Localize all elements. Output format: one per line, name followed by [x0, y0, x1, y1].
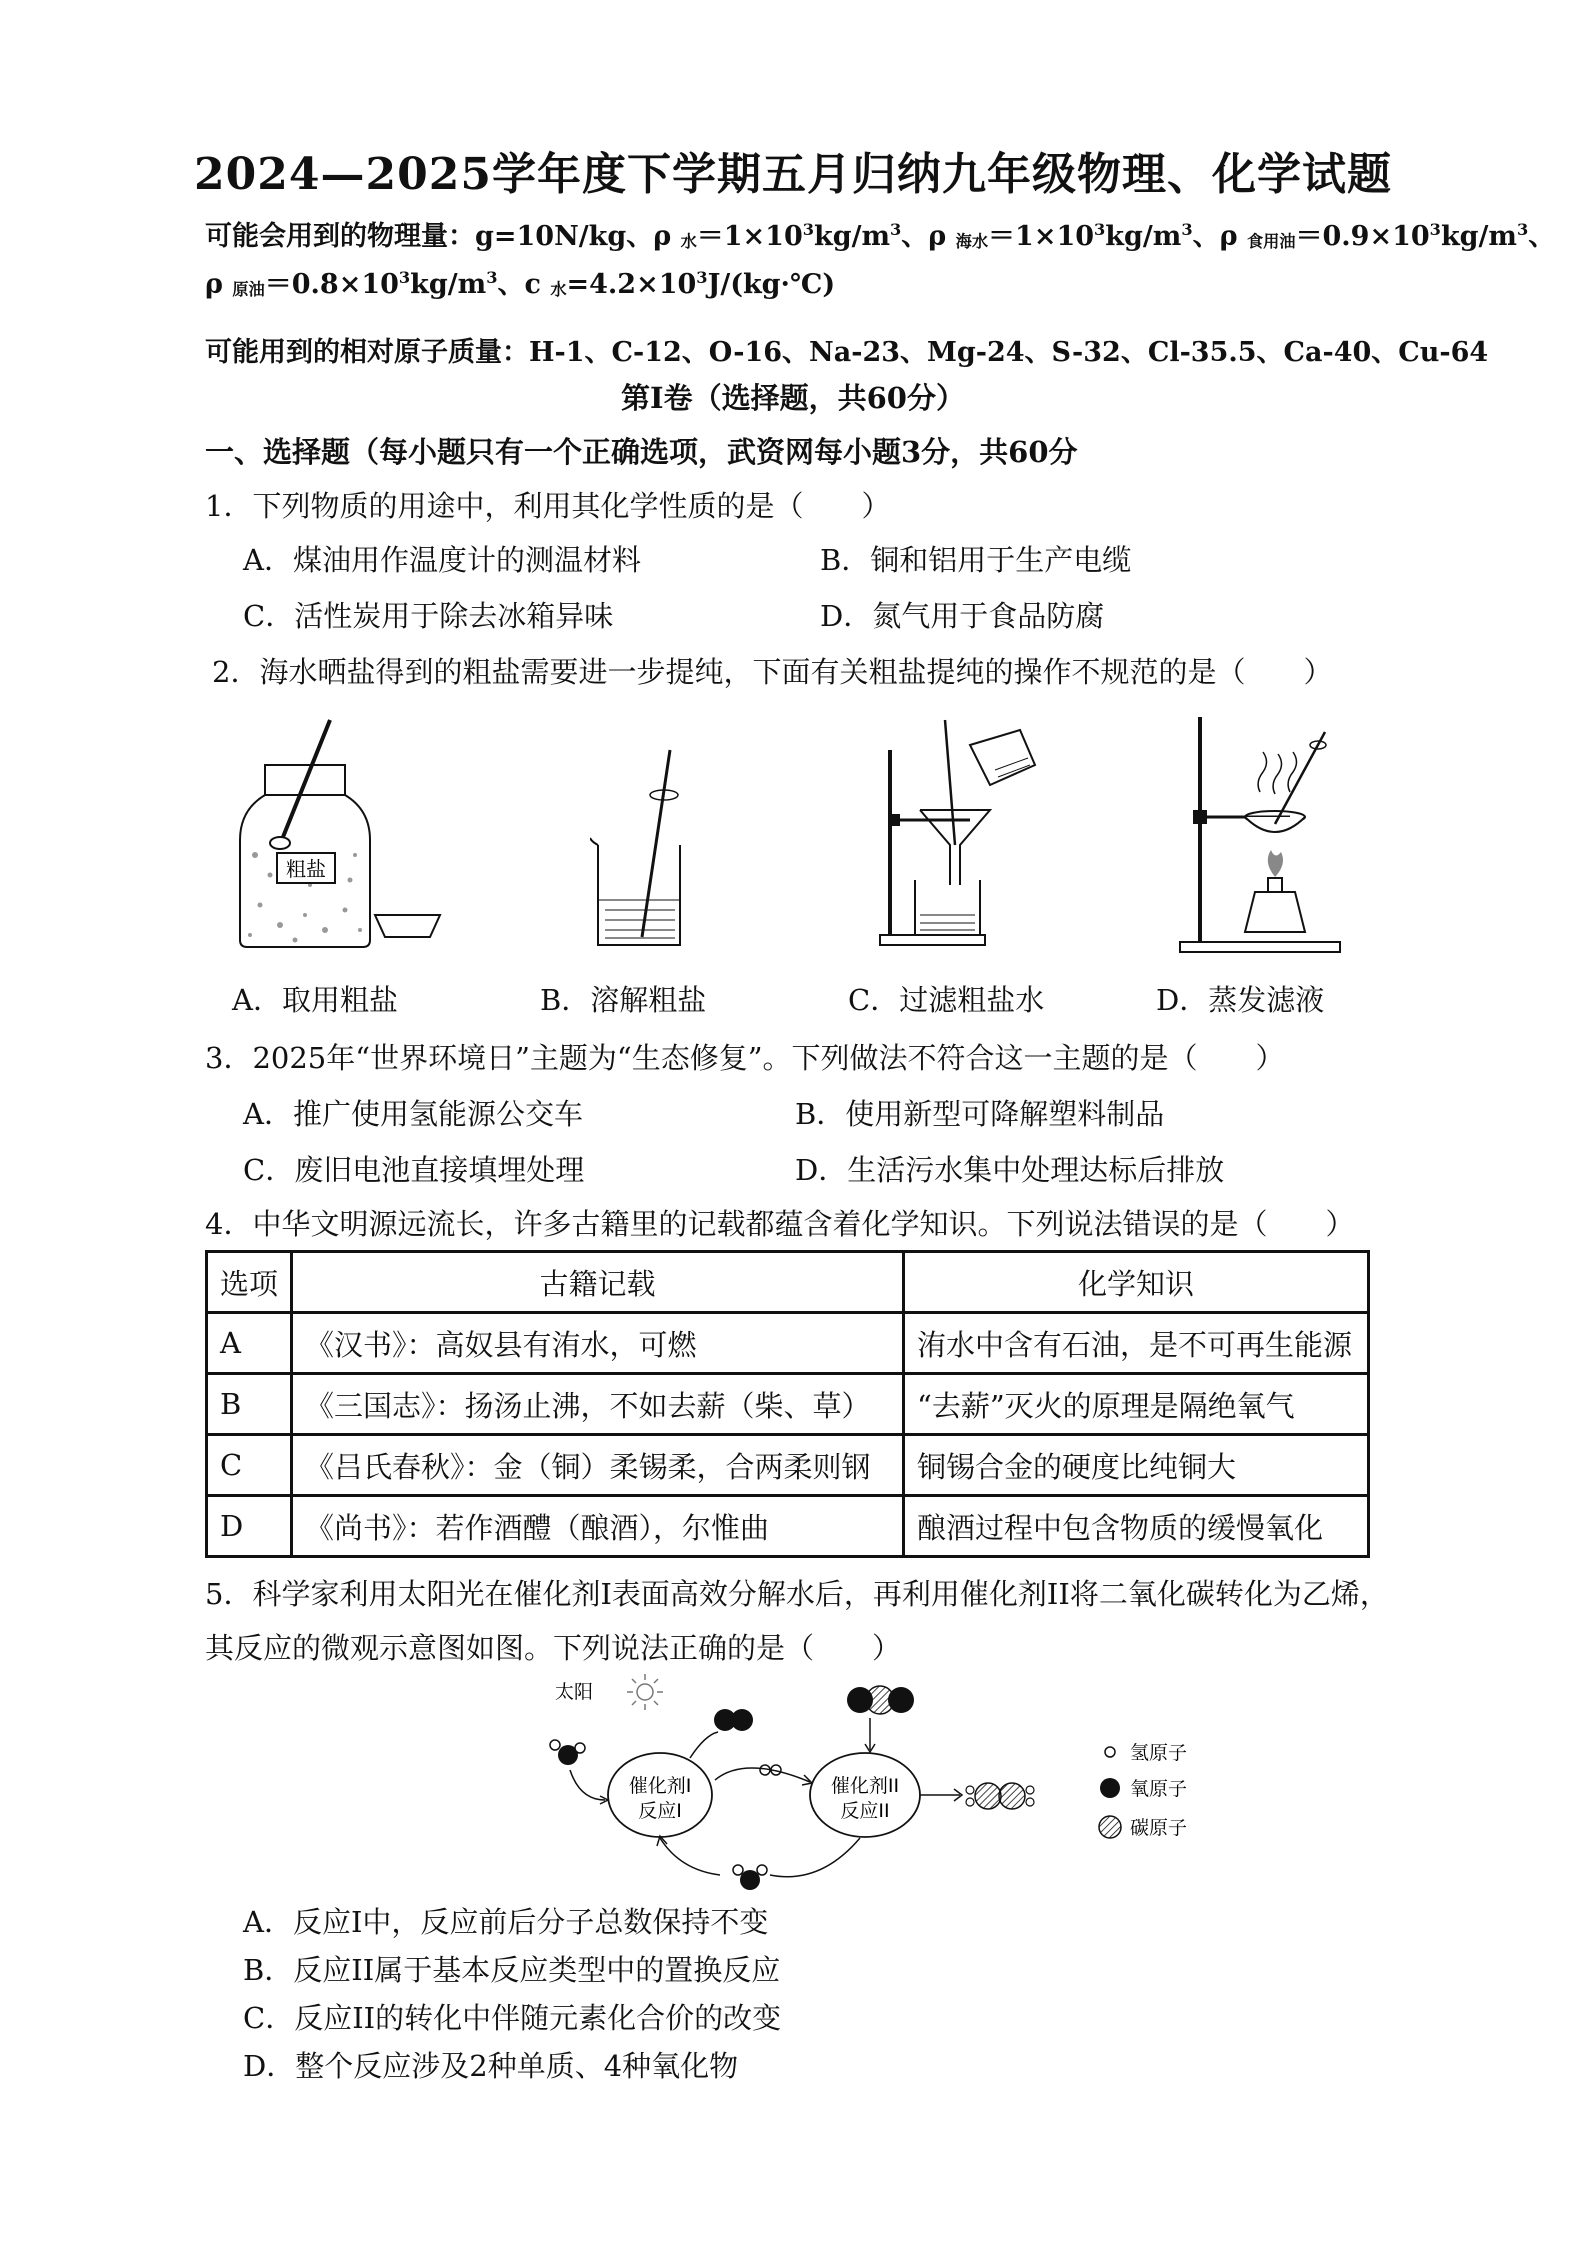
physics-constants-values-1 — [475, 221, 1555, 252]
q5-reaction-diagram — [520, 1670, 1240, 1900]
jar-label: 粗盐 — [286, 857, 326, 881]
q4-stem: 4．中华文明源远流长，许多古籍里的记载都蕴含着化学知识。下列说法错误的是（ ） — [205, 1207, 1355, 1241]
formula-segment: 3 — [890, 220, 902, 239]
formula-segment: 3 — [398, 268, 411, 287]
table-cell-option: D — [207, 1496, 292, 1557]
atomic-masses: 可能用到的相对原子质量：H-1、C-12、O-16、Na-23、Mg-24、S-32、Cl-35.5、Ca-40、Cu-64 — [205, 337, 1489, 368]
formula-segment: 3 — [802, 220, 814, 239]
table-row — [207, 1374, 1369, 1435]
q5-stem-line1: 5．科学家利用太阳光在催化剂Ⅰ表面高效分解水后，再利用催化剂II将二氧化碳转化为乙烯， — [205, 1577, 1389, 1611]
catalyst1-line2: 反应I — [638, 1800, 682, 1822]
q1-stem: 1．下列物质的用途中，利用其化学性质的是（ ） — [205, 489, 891, 523]
formula-segment: kg/m — [1440, 221, 1517, 252]
q1-option-b: B．铜和铝用于生产电缆 — [820, 543, 1132, 577]
legend-hydrogen: 氢原子 — [1130, 1742, 1188, 1764]
formula-segment: 3 — [1429, 220, 1441, 239]
q2-option-c: C．过滤粗盐水 — [848, 983, 1045, 1017]
formula-segment: ρ — [205, 269, 233, 300]
formula-segment: kg/m — [1105, 221, 1182, 252]
q2-option-d: D．蒸发滤液 — [1156, 983, 1325, 1017]
q4-table — [205, 1250, 1370, 1558]
table-cell-record: 《尚书》：若作酒醴（酿酒），尔惟曲 — [292, 1496, 904, 1557]
table-cell-record: 《吕氏春秋》：金（铜）柔锡柔，合两柔则钢 — [292, 1435, 904, 1496]
formula-segment: kg/m — [814, 221, 891, 252]
table-cell-record: 《三国志》：扬汤止沸，不如去薪（柴、草） — [292, 1374, 904, 1435]
table-cell-knowledge: 铜锡合金的硬度比纯铜大 — [904, 1435, 1369, 1496]
q2-stem: 2．海水晒盐得到的粗盐需要进一步提纯，下面有关粗盐提纯的操作不规范的是（ ） — [212, 655, 1333, 689]
formula-segment: ＝1×10 — [696, 221, 803, 252]
q2-option-b: B．溶解粗盐 — [540, 983, 707, 1017]
formula-segment: g=10N/kg、ρ — [475, 221, 681, 252]
formula-segment: 、c — [497, 269, 551, 300]
q5-option-a: A．反应Ⅰ中，反应前后分子总数保持不变 — [243, 1905, 769, 1939]
catalyst2-line1: 催化剂II — [830, 1775, 900, 1797]
formula-segment: 、ρ — [1192, 221, 1247, 252]
formula-segment: J/(kg·℃) — [707, 269, 836, 300]
physics-constants-line1 — [205, 214, 1555, 253]
table-cell-record: 《汉书》：高奴县有洧水，可燃 — [292, 1313, 904, 1374]
table-row — [207, 1496, 1369, 1557]
sun-label: 太阳 — [555, 1681, 594, 1703]
sun-icon — [627, 1674, 663, 1710]
formula-segment: ＝1×10 — [988, 221, 1095, 252]
physics-constants-line2 — [205, 262, 835, 301]
physics-constants-label: 可能会用到的物理量： — [205, 221, 475, 252]
q1-option-d: D．氮气用于食品防腐 — [820, 599, 1105, 633]
table-row — [207, 1313, 1369, 1374]
formula-segment: =4.2×10 — [566, 269, 697, 300]
q5-stem-line2: 其反应的微观示意图如图。下列说法正确的是（ ） — [205, 1631, 902, 1665]
q2-figure-d — [1175, 712, 1350, 957]
formula-segment: 食用油 — [1246, 232, 1296, 251]
formula-segment: 3 — [1516, 220, 1529, 239]
formula-segment: 海水 — [955, 232, 989, 251]
section-title: 一、选择题（每小题只有一个正确选项，武资网每小题3分，共60分 — [205, 435, 1078, 469]
q1-option-a: A．煤油用作温度计的测温材料 — [243, 543, 641, 577]
legend-carbon: 碳原子 — [1130, 1817, 1188, 1839]
table-cell-knowledge: 洧水中含有石油，是不可再生能源 — [904, 1313, 1369, 1374]
formula-segment: ＝0.8×10 — [264, 269, 399, 300]
table-cell-option: C — [207, 1435, 292, 1496]
q3-option-c: C．废旧电池直接填埋处理 — [243, 1153, 585, 1187]
table-row — [207, 1435, 1369, 1496]
table-cell-knowledge: 酿酒过程中包含物质的缓慢氧化 — [904, 1496, 1369, 1557]
q5-option-b: B．反应II属于基本反应类型中的置换反应 — [243, 1953, 781, 1987]
catalyst2-line2: 反应II — [840, 1800, 890, 1822]
formula-segment: 原油 — [232, 280, 265, 299]
q5-option-d: D．整个反应涉及2种单质、4种氧化物 — [243, 2049, 739, 2083]
formula-segment: 、 — [1528, 221, 1556, 252]
formula-segment: 水 — [550, 280, 567, 299]
q1-option-c: C．活性炭用于除去冰箱异味 — [243, 599, 614, 633]
q2-option-a: A．取用粗盐 — [232, 983, 398, 1017]
table-header-option: 选项 — [207, 1252, 292, 1313]
catalyst1-line1: 催化剂I — [628, 1775, 692, 1797]
volume-title: 第Ⅰ卷（选择题，共60分） — [621, 381, 965, 415]
table-header-knowledge: 化学知识 — [904, 1252, 1369, 1313]
formula-segment: 3 — [486, 268, 498, 287]
table-header-row — [207, 1252, 1369, 1313]
q2-figure-a — [235, 715, 450, 955]
formula-segment: kg/m — [410, 269, 487, 300]
formula-segment: 水 — [680, 232, 697, 251]
table-cell-option: A — [207, 1313, 292, 1374]
q3-stem: 3．2025年“世界环境日”主题为“生态修复”。下列做法不符合这一主题的是（ ） — [205, 1041, 1285, 1075]
table-cell-option: B — [207, 1374, 292, 1435]
q2-figure-b — [590, 745, 700, 955]
table-header-record: 古籍记载 — [292, 1252, 904, 1313]
q5-option-c: C．反应II的转化中伴随元素化合价的改变 — [243, 2001, 782, 2035]
formula-segment: ＝0.9×10 — [1295, 221, 1430, 252]
formula-segment: 3 — [1181, 220, 1193, 239]
page-title: 2024—2025学年度下学期五月归纳九年级物理、化学试题 — [194, 149, 1392, 200]
q2-figure-c — [860, 710, 1060, 950]
formula-segment: 3 — [1094, 220, 1106, 239]
legend-oxygen: 氧原子 — [1130, 1778, 1188, 1800]
formula-segment: 、ρ — [901, 221, 956, 252]
q3-option-d: D．生活污水集中处理达标后排放 — [795, 1153, 1225, 1187]
table-cell-knowledge: “去薪”灭火的原理是隔绝氧气 — [904, 1374, 1369, 1435]
q3-option-a: A．推广使用氢能源公交车 — [243, 1097, 583, 1131]
formula-segment: 3 — [696, 268, 708, 287]
q3-option-b: B．使用新型可降解塑料制品 — [795, 1097, 1165, 1131]
